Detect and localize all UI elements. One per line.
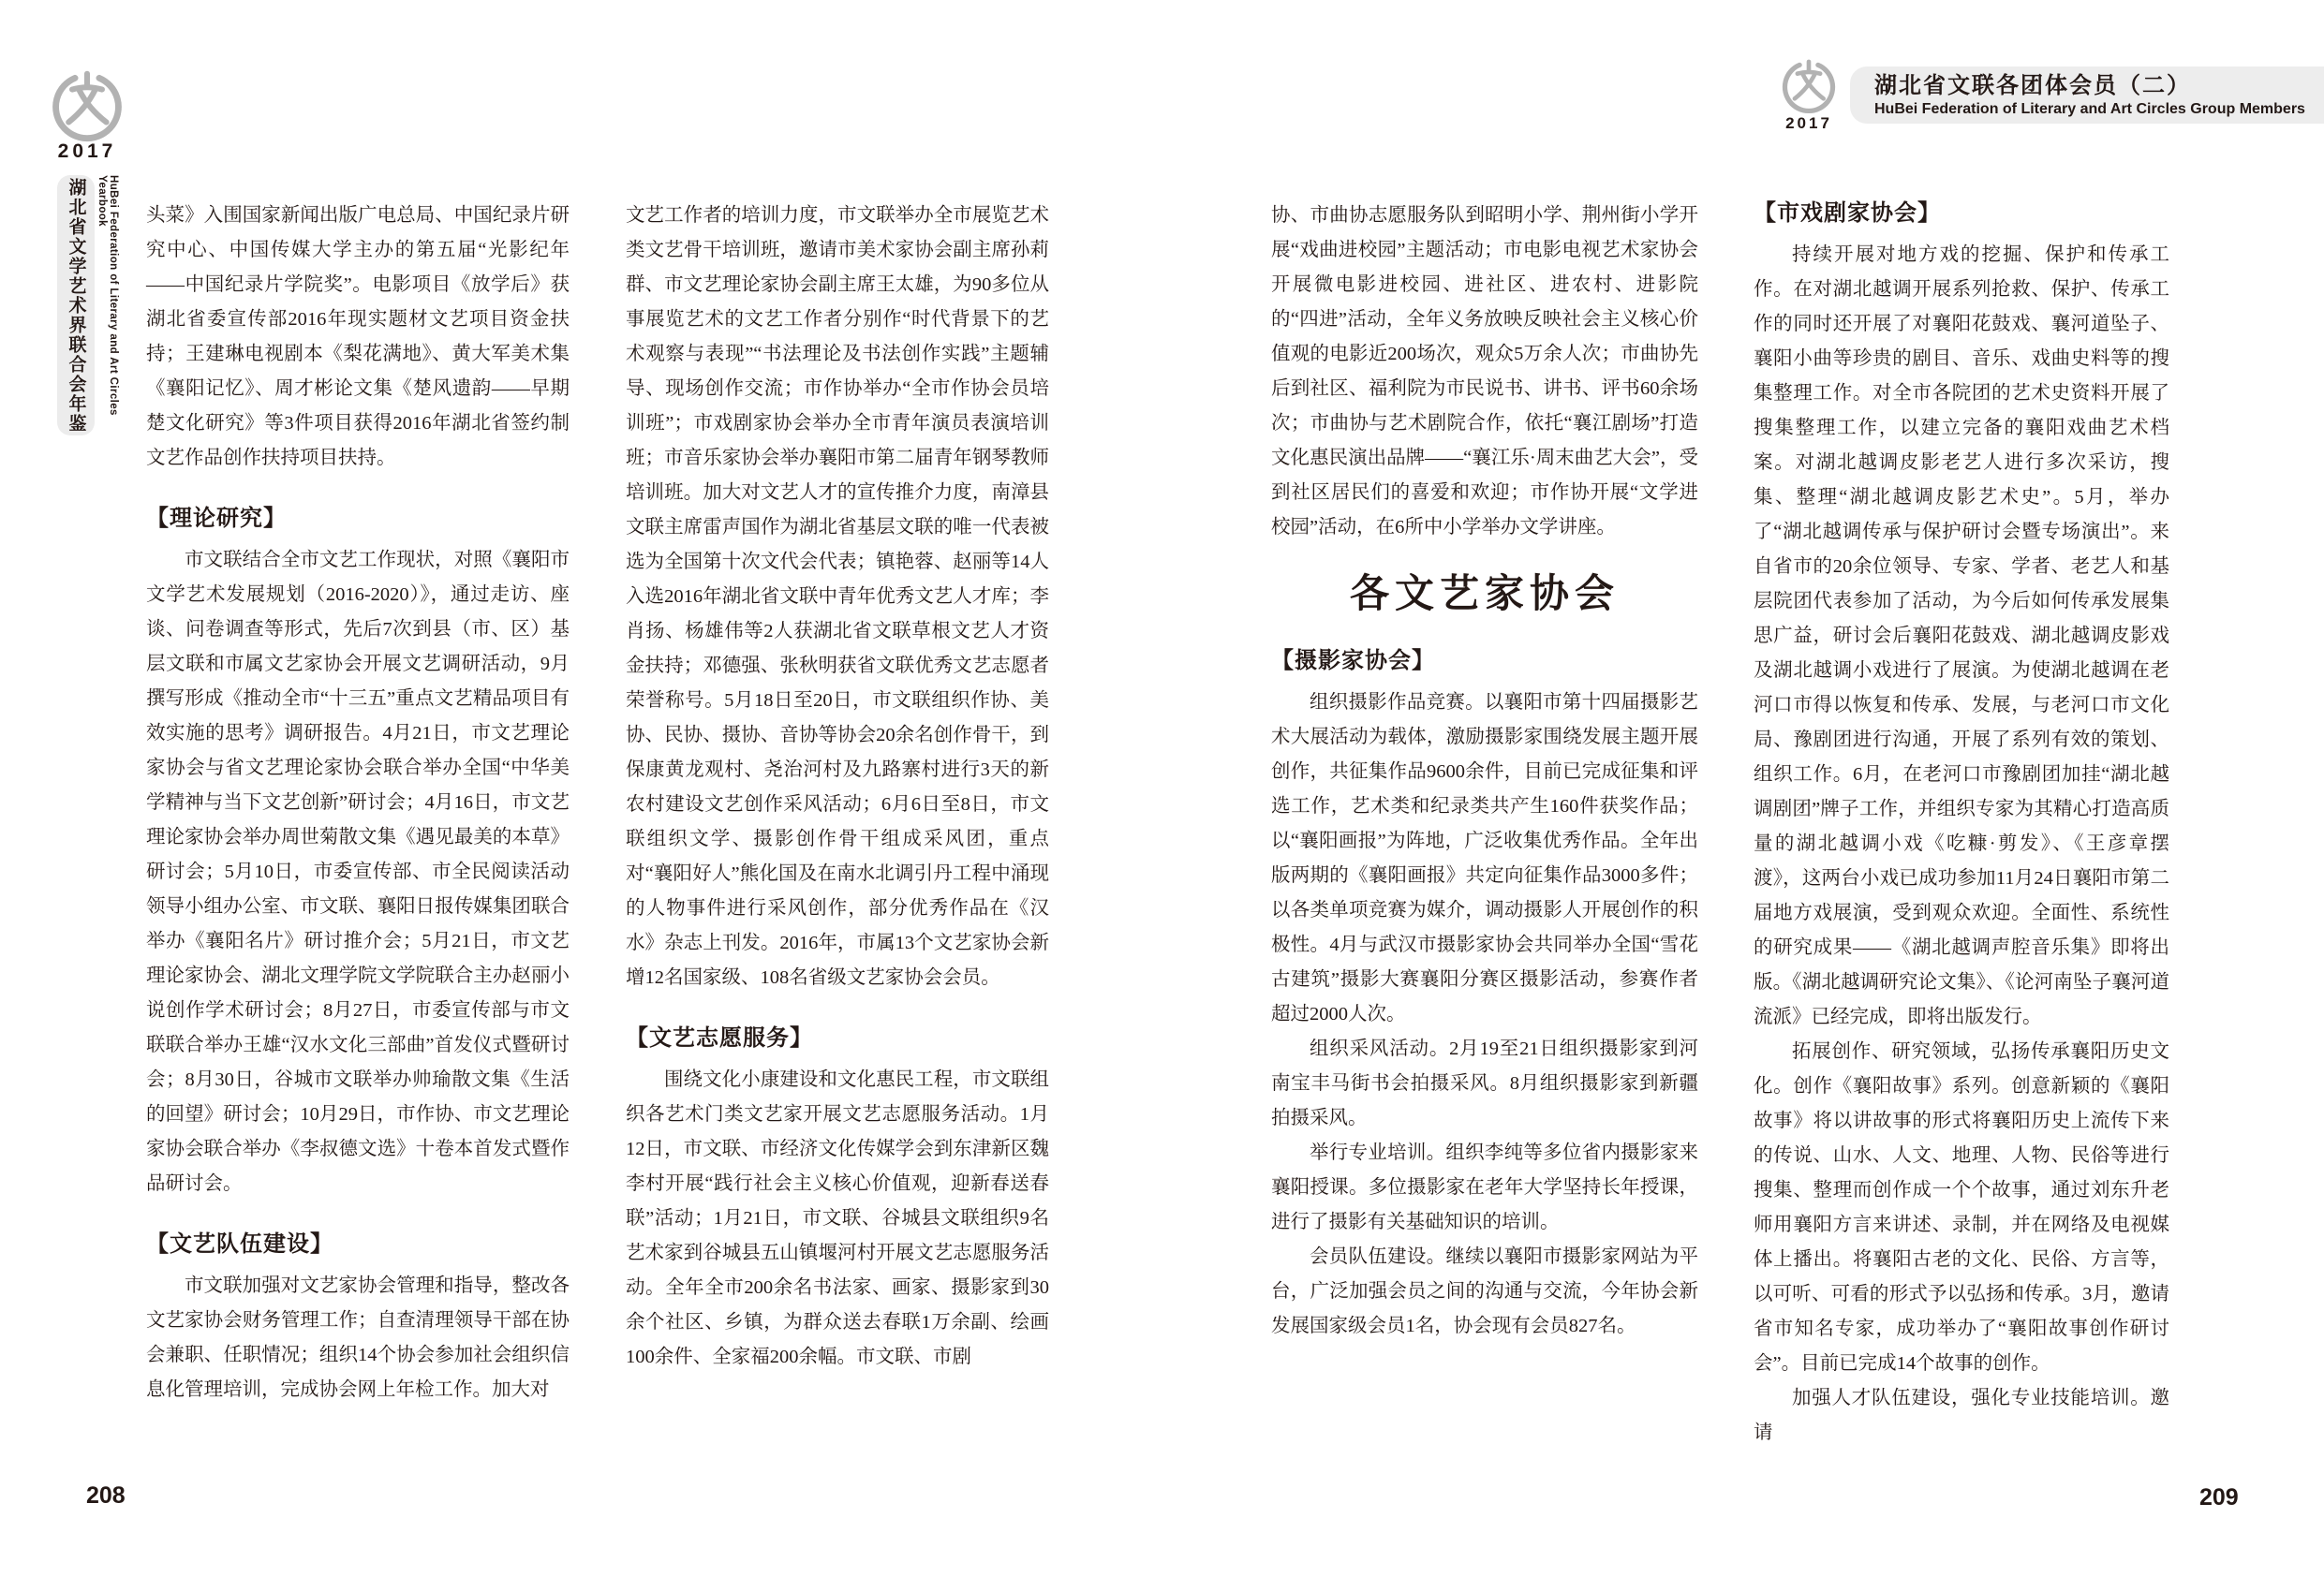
sidebar-vertical-title: 湖北省文学艺术界联合会年鉴 [66, 177, 86, 434]
section-heading: 【理论研究】 [146, 506, 287, 531]
paragraph: 围绕文化小康建设和文化惠民工程，市文联组织各艺术门类文艺家开展文艺志愿服务活动。1月12日，市文联、市经济文化传媒学会到东津新区魏李村开展“践行社会主义核心价值观，迎新春送春联”活动；1月21日，市文联、谷城县文联组织9名艺术家到谷城县五山镇堰河村开展文艺志愿服务活动。全年全市200余名书法家、画家、摄影家到30余个社区、乡镇，为群众送去春联1万余副、绘画100余件、全家福200余幅。市文联、市剧 [626, 1069, 1049, 1367]
paragraph: 会员队伍建设。继续以襄阳市摄影家网站为平台，广泛加强会员之间的沟通与交流，今年协会新发展国家级会员1名，协会现有会员827名。 [1271, 1246, 1698, 1336]
paragraph: 组织摄影作品竞赛。以襄阳市第十四届摄影艺术大展活动为载体，激励摄影家围绕发展主题开展创作，共征集作品9600余件，目前已完成征集和评选工作，艺术类和纪录类共产生160件获奖作品；以“襄阳画报”为阵地，广泛收集优秀作品。全年出版两期的《襄阳画报》共定向征集作品3000多件；以各类单项竞赛为媒介，调动摄影人开展创作的积极性。4月与武汉市摄影家协会共同举办全国“雪花古建筑”摄影大赛襄阳分赛区摄影活动，参赛作者超过2000人次。 [1271, 692, 1698, 1024]
paragraph: 拓展创作、研究领域，弘扬传承襄阳历史文化。创作《襄阳故事》系列。创意新颖的《襄阳故事》将以讲故事的形式将襄阳历史上流传下来的传说、山水、人文、地理、人物、民俗等进行搜集、整理而创作成一个个故事，通过刘东升老师用襄阳方言来讲述、录制，并在网络及电视媒体上播出。将襄阳古老的文化、民俗、方言等，以可听、可看的形式予以弘扬和传承。3月，邀请省市知名专家，成功举办了“襄阳故事创作研讨会”。目前已完成14个故事的创作。 [1754, 1041, 2169, 1374]
page-number-right: 209 [2199, 1484, 2239, 1511]
running-header-subtitle: HuBei Federation of Literary and Art Circles Group Members [1874, 101, 2305, 117]
paragraph: 头菜》入围国家新闻出版广电总局、中国纪录片研究中心、中国传媒大学主办的第五届“光影纪年——中国纪录片学院奖”。电影项目《放学后》获湖北省委宣传部2016年现实题材文艺项目资金扶持；王建琳电视剧本《梨花满地》、黄大军美术集《襄阳记忆》、周才彬论文集《楚风遗韵——早期楚文化研究》等3件项目获得2016年湖北省签约制文艺作品创作扶持项目扶持。 [146, 205, 570, 468]
paragraph: 举行专业培训。组织李纯等多位省内摄影家来襄阳授课。多位摄影家在老年大学坚持长年授课，进行了摄影有关基础知识的培训。 [1271, 1142, 1698, 1232]
section-heading: 【文艺志愿服务】 [626, 1025, 813, 1051]
paragraph: 加强人才队伍建设，强化专业技能培训。邀请 [1754, 1388, 2169, 1443]
paragraph: 持续开展对地方戏的挖掘、保护和传承工作。在对湖北越调开展系列抢救、保护、传承工作的同时还开展了对襄阳花鼓戏、襄河道坠子、襄阳小曲等珍贵的剧目、音乐、戏曲史料等的搜集整理工作。对全市各院团的艺术史资料开展了搜集整理工作，以建立完备的襄阳戏曲艺术档案。对湖北越调皮影老艺人进行多次采访，搜集、整理“湖北越调皮影艺术史”。5月，举办了“湖北越调传承与保护研讨会暨专场演出”。来自省市的20余位领导、专家、学者、老艺人和基层院团代表参加了活动，为今后如何传承发展集思广益，研讨会后襄阳花鼓戏、湖北越调皮影戏及湖北越调小戏进行了展演。为使湖北越调在老河口市得以恢复和传承、发展，与老河口市文化局、豫剧团进行沟通，开展了系列有效的策划、组织工作。6月，在老河口市豫剧团加挂“湖北越调剧团”牌子工作，并组织专家为其精心打造高质量的湖北越调小戏《吃糠·剪发》、《王彦章摆渡》，这两台小戏已成功参加11月24日襄阳市第二届地方戏展演，受到观众欢迎。全面性、系统性的研究成果——《湖北越调声腔音乐集》即将出版。《湖北越调研究论文集》、《论河南坠子襄河道流派》已经完成，即将出版发行。 [1754, 244, 2169, 1027]
running-header-bar [1850, 66, 2324, 124]
paragraph: 市文联加强对文艺家协会管理和指导，整改各文艺家协会财务管理工作；自查清理领导干部在协会兼职、任职情况；组织14个协会参加社会组织信息化管理培训，完成协会网上年检工作。加大对 [146, 1275, 570, 1400]
paragraph: 文艺工作者的培训力度，市文联举办全市展览艺术类文艺骨干培训班，邀请市美术家协会副主席孙莉群、市文艺理论家协会副主席王太雄，为90多位从事展览艺术的文艺工作者分别作“时代背景下的艺术观察与表现”“书法理论及书法创作实践”主题辅导、现场创作交流；市作协举办“全市作协会员培训班”；市戏剧家协会举办全市青年演员表演培训班；市音乐家协会举办襄阳市第二届青年钢琴教师培训班。加大对文艺人才的宣传推介力度，南漳县文联主席雷声国作为湖北省基层文联的唯一代表被选为全国第十次文代会代表；镇艳蓉、赵丽等14人入选2016年湖北省文联中青年优秀文艺人才库；李肖扬、杨雄伟等2人获湖北省文联草根文艺人才资金扶持；邓德强、张秋明获省文联优秀文艺志愿者荣誉称号。5月18日至20日，市文联组织作协、美协、民协、摄协、音协等协会20余名创作骨干，到保康黄龙观村、尧治河村及九路寨村进行3天的新农村建设文艺创作采风活动；6月6日至8日，市文联组织文学、摄影创作骨干组成采风团，重点对“襄阳好人”熊化国及在南水北调引丹工程中涌现的人物事件进行采风创作，部分优秀作品在《汉水》杂志上刊发。2016年，市属13个文艺家协会新增12名国家级、108名省级文艺家协会会员。 [626, 205, 1049, 988]
yearbook-logo-icon [52, 69, 123, 142]
text-column-2 [626, 199, 1049, 1375]
sidebar-vertical-title-bar [57, 175, 95, 435]
section-heading: 【文艺队伍建设】 [146, 1231, 333, 1257]
running-header-title: 湖北省文联各团体会员（二） [1874, 73, 2191, 98]
text-column-1 [146, 199, 570, 1408]
page-number-left: 208 [86, 1482, 126, 1509]
section-heading: 【摄影家协会】 [1271, 648, 1435, 673]
text-column-4 [1754, 199, 2169, 1451]
paragraph: 市文联结合全市文艺工作现状，对照《襄阳市文学艺术发展规划（2016-2020）》，通过走访、座谈、问卷调查等形式，先后7次到县（市、区）基层文联和市属文艺家协会开展文艺调研活动，9月撰写形成《推动全市“十三五”重点文艺精品项目有效实施的思考》调研报告。4月21日，市文艺理论家协会与省文艺理论家协会联合举办全国“中华美学精神与当下文艺创新”研讨会；4月16日，市文艺理论家协会举办周世菊散文集《遇见最美的本草》研讨会；5月10日，市委宣传部、市全民阅读活动领导小组办公室、市文联、襄阳日报传媒集团联合举办《襄阳名片》研讨推介会；5月21日，市文艺理论家协会、湖北文理学院文学院联合主办赵丽小说创作学术研讨会；8月27日，市委宣传部与市文联联合举办王雄“汉水文化三部曲”首发仪式暨研讨会；8月30日，谷城市文联举办帅瑜散文集《生活的回望》研讨会；10月29日，市作协、市文艺理论家协会联合举办《李叔德文选》十卷本首发式暨作品研讨会。 [146, 550, 570, 1194]
section-group-title: 各文艺家协会 [1349, 571, 1620, 615]
header-year: 2017 [1785, 114, 1832, 132]
sidebar-year: 2017 [57, 140, 117, 162]
sidebar-english-title: HuBei Federation of Literary and Art Circles Yearbook [96, 175, 119, 416]
section-heading: 【市戏剧家协会】 [1754, 200, 1941, 226]
paragraph: 组织采风活动。2月19至21日组织摄影家到河南宝丰马街书会拍摄采风。8月组织摄影家到新疆拍摄采风。 [1271, 1039, 1698, 1128]
paragraph: 协、市曲协志愿服务队到昭明小学、荆州街小学开展“戏曲进校园”主题活动；市电影电视艺术家协会开展微电影进校园、进社区、进农村、进影院的“四进”活动，全年义务放映反映社会主义核心价值观的电影近200场次，观众5万余人次；市曲协先后到社区、福利院为市民说书、讲书、评书60余场次；市曲协与艺术剧院合作，依托“襄江剧场”打造文化惠民演出品牌——“襄江乐·周末曲艺大会”，受到社区居民们的喜爱和欢迎；市作协开展“文学进校园”活动，在6所中小学举办文学讲座。 [1271, 205, 1698, 538]
yearbook-logo-icon [1782, 58, 1836, 114]
text-column-3 [1271, 199, 1698, 1344]
